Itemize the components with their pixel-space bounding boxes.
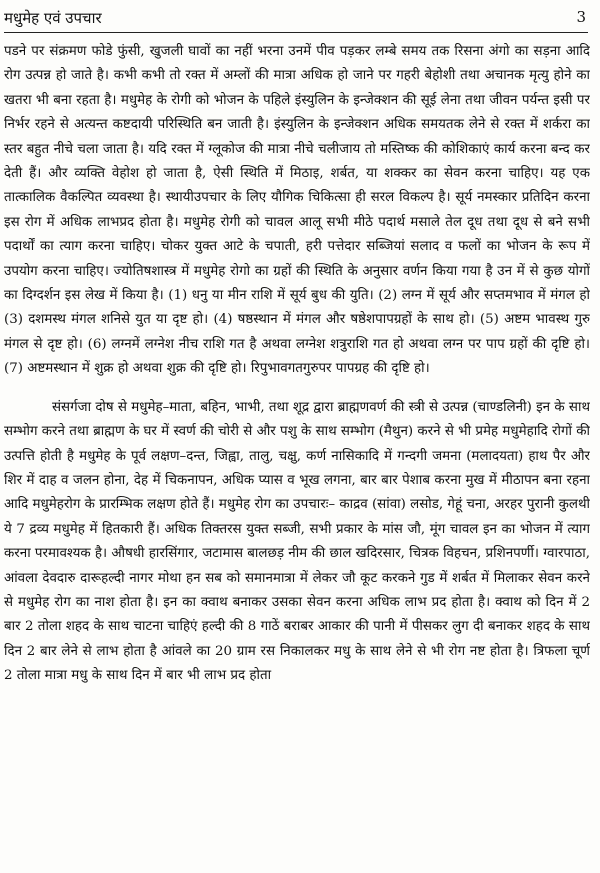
- page-number: 3: [576, 8, 586, 26]
- running-title: मधुमेह एवं उपचार: [4, 9, 102, 27]
- paragraph-2: संसर्गजा दोष से मधुमेह–माता, बहिन, भाभी, तथा शूद्र द्वारा ब्राह्मणवर्ण की स्त्री से उत्पन्न (चाण्डलिनी) इन के साथ सम्भोग करने तथा ब्राह्मण के घर में स्वर्ण की चोरी से और पशु के साथ सम्भोग (मैथुन) करने से भी प्रमेह मधुमेहादि रोगों की उत्पत्ति होती है मधुमेह के पूर्व लक्षण–दन्त, जिह्वा, तालु, चक्षु, कर्ण नासिकादि में गन्दगी जमना (मलादयता) हाथ पैर और शिर में दाह व जलन होना, देह में चिकनापन, अधिक प्यास व भूख लगना, बार बार पेशाब करना मुख में मीठापन बना रहना आदि मधुमेहरोग के प्रारम्भिक लक्षण होते हैं। मधुमेह रोग का उपचारः– काद्रव (सांवा) लसोड, गेहूं चना, अरहर पुरानी कुलथी ये 7 द्रव्य मधुमेह में हितकारी हैं। अधिक तिक्तरस युक्त सब्जी, सभी प्रकार के मांस जौ, मूंग चावल इन का भोजन में त्याग करना परमावश्यक है। औषधी हारसिंगार, जटामास बालछड़ नीम की छाल खदिरसार, चित्रक विहचन, प्रशिनपर्णी। ग्वारपाठा, आंवला देवदारु दारूहल्दी नागर मोथा हन सब को समानमात्रा में लेकर जौ कूट करकने गुड में शर्बत में मिलाकर सेवन करने से मधुमेह रोग का नाश होता है। इन का क्वाथ बनाकर उसका सेवन करना अधिक लाभ प्रद होता है। क्वाथ को दिन में 2 बार 2 तोला शहद के साथ चाटना चाहिएं हल्दी की 8 गाठें बराबर आकार की पानी में पीसकर लुग दी बनाकर शहद के साथ दिन 2 बार लेने से लाभ होता है आंवले का 20 ग्राम रस निकालकर मधु के साथ लेने से भी रोग नष्ट होता है। त्रिफला चूर्ण 2 तोला मात्रा मधु के साथ दिन में बार भी लाभ प्रद होता: [4, 399, 590, 684]
- running-header: [4, 6, 588, 33]
- page-body: [4, 40, 590, 867]
- paragraph-1: पडने पर संक्रमण फोडे फुंसी, खुजली घावों का नहीं भरना उनमें पीव पड़कर लम्बे समय तक रिसना अंगो का सड़ना आदि रोग उत्पन्न हो जाते है। कभी कभी तो रक्त में अम्लों की मात्रा अधिक हो जाने पर गहरी बेहोशी तथा अचानक मृत्यु होने का खतरा भी बना रहता है। मधुमेह के रोगी को भोजन के पहिले इंस्युलिन के इन्जेक्शन की सूई लेना तथा जीवन पर्यन्त इसी पर निर्भर रहने से अत्यन्त कष्टदायी परिस्थिति बन जाती है। इंस्युलिन के इन्जेक्शन अधिक समयतक लेने से रक्त में शर्करा का स्तर बहुत नीचे चला जाता है। यदि रक्त में ग्लूकोज की मात्रा नीचे चलीजाय तो मस्तिष्क की कोशिकाएं कार्य करना बन्द कर देती हैं। और व्यक्ति वेहोश हो जाता है, ऐसी स्थिति में मिठाइ, शर्बत, या शक्कर का सेवन करना चाहिए। यह एक तात्कालिक वैकल्पित व्यवस्था है। स्थायीउपचार के लिए यौगिक चिकित्सा ही सरल विकल्प है। सूर्य नमस्कार प्रतिदिन करना इस रोग में अधिक लाभप्रद होता है। मधुमेह रोगी को चावल आलू सभी मीठे पदार्थ मसाले तेल दूध तथा दूध से बने सभी पदार्थों का त्याग करना चाहिए। चोकर युक्त आटे के चपाती, हरी पत्तेदार सब्जियां सलाद व फलों का भोजन के रूप में उपयोग करना चाहिए। ज्योतिषशास्त्र में मधुमेह रोगो का ग्रहों की स्थिति के अनुसार वर्णन किया गया है उन में से कुछ योगों का दिग्दर्शन इस लेख में किया है। (1) धनु या मीन राशि में सूर्य बुध की युति। (2) लग्न में सूर्य और सप्तमभाव में मंगल हो (3) दशमस्थ मंगल शनिसे युत या दृष्ट हो। (4) षष्ठस्थान में मंगल और षष्ठेशपापग्रहों के साथ हो। (5) अष्टम भावस्थ गुरु मंगल से दृष्ट हो। (6) लग्नमें लग्नेश नीच राशि गत है अथवा लग्नेश शत्रुराशि गत हो अथवा लग्न पर पाप ग्रहों की दृष्टि हो। (7) अष्टमस्थान में शुक्र हो अथवा शुक्र की दृष्टि हो। रिपुभावगतगुरुपर पापग्रह की दृष्टि हो।: [4, 44, 590, 377]
